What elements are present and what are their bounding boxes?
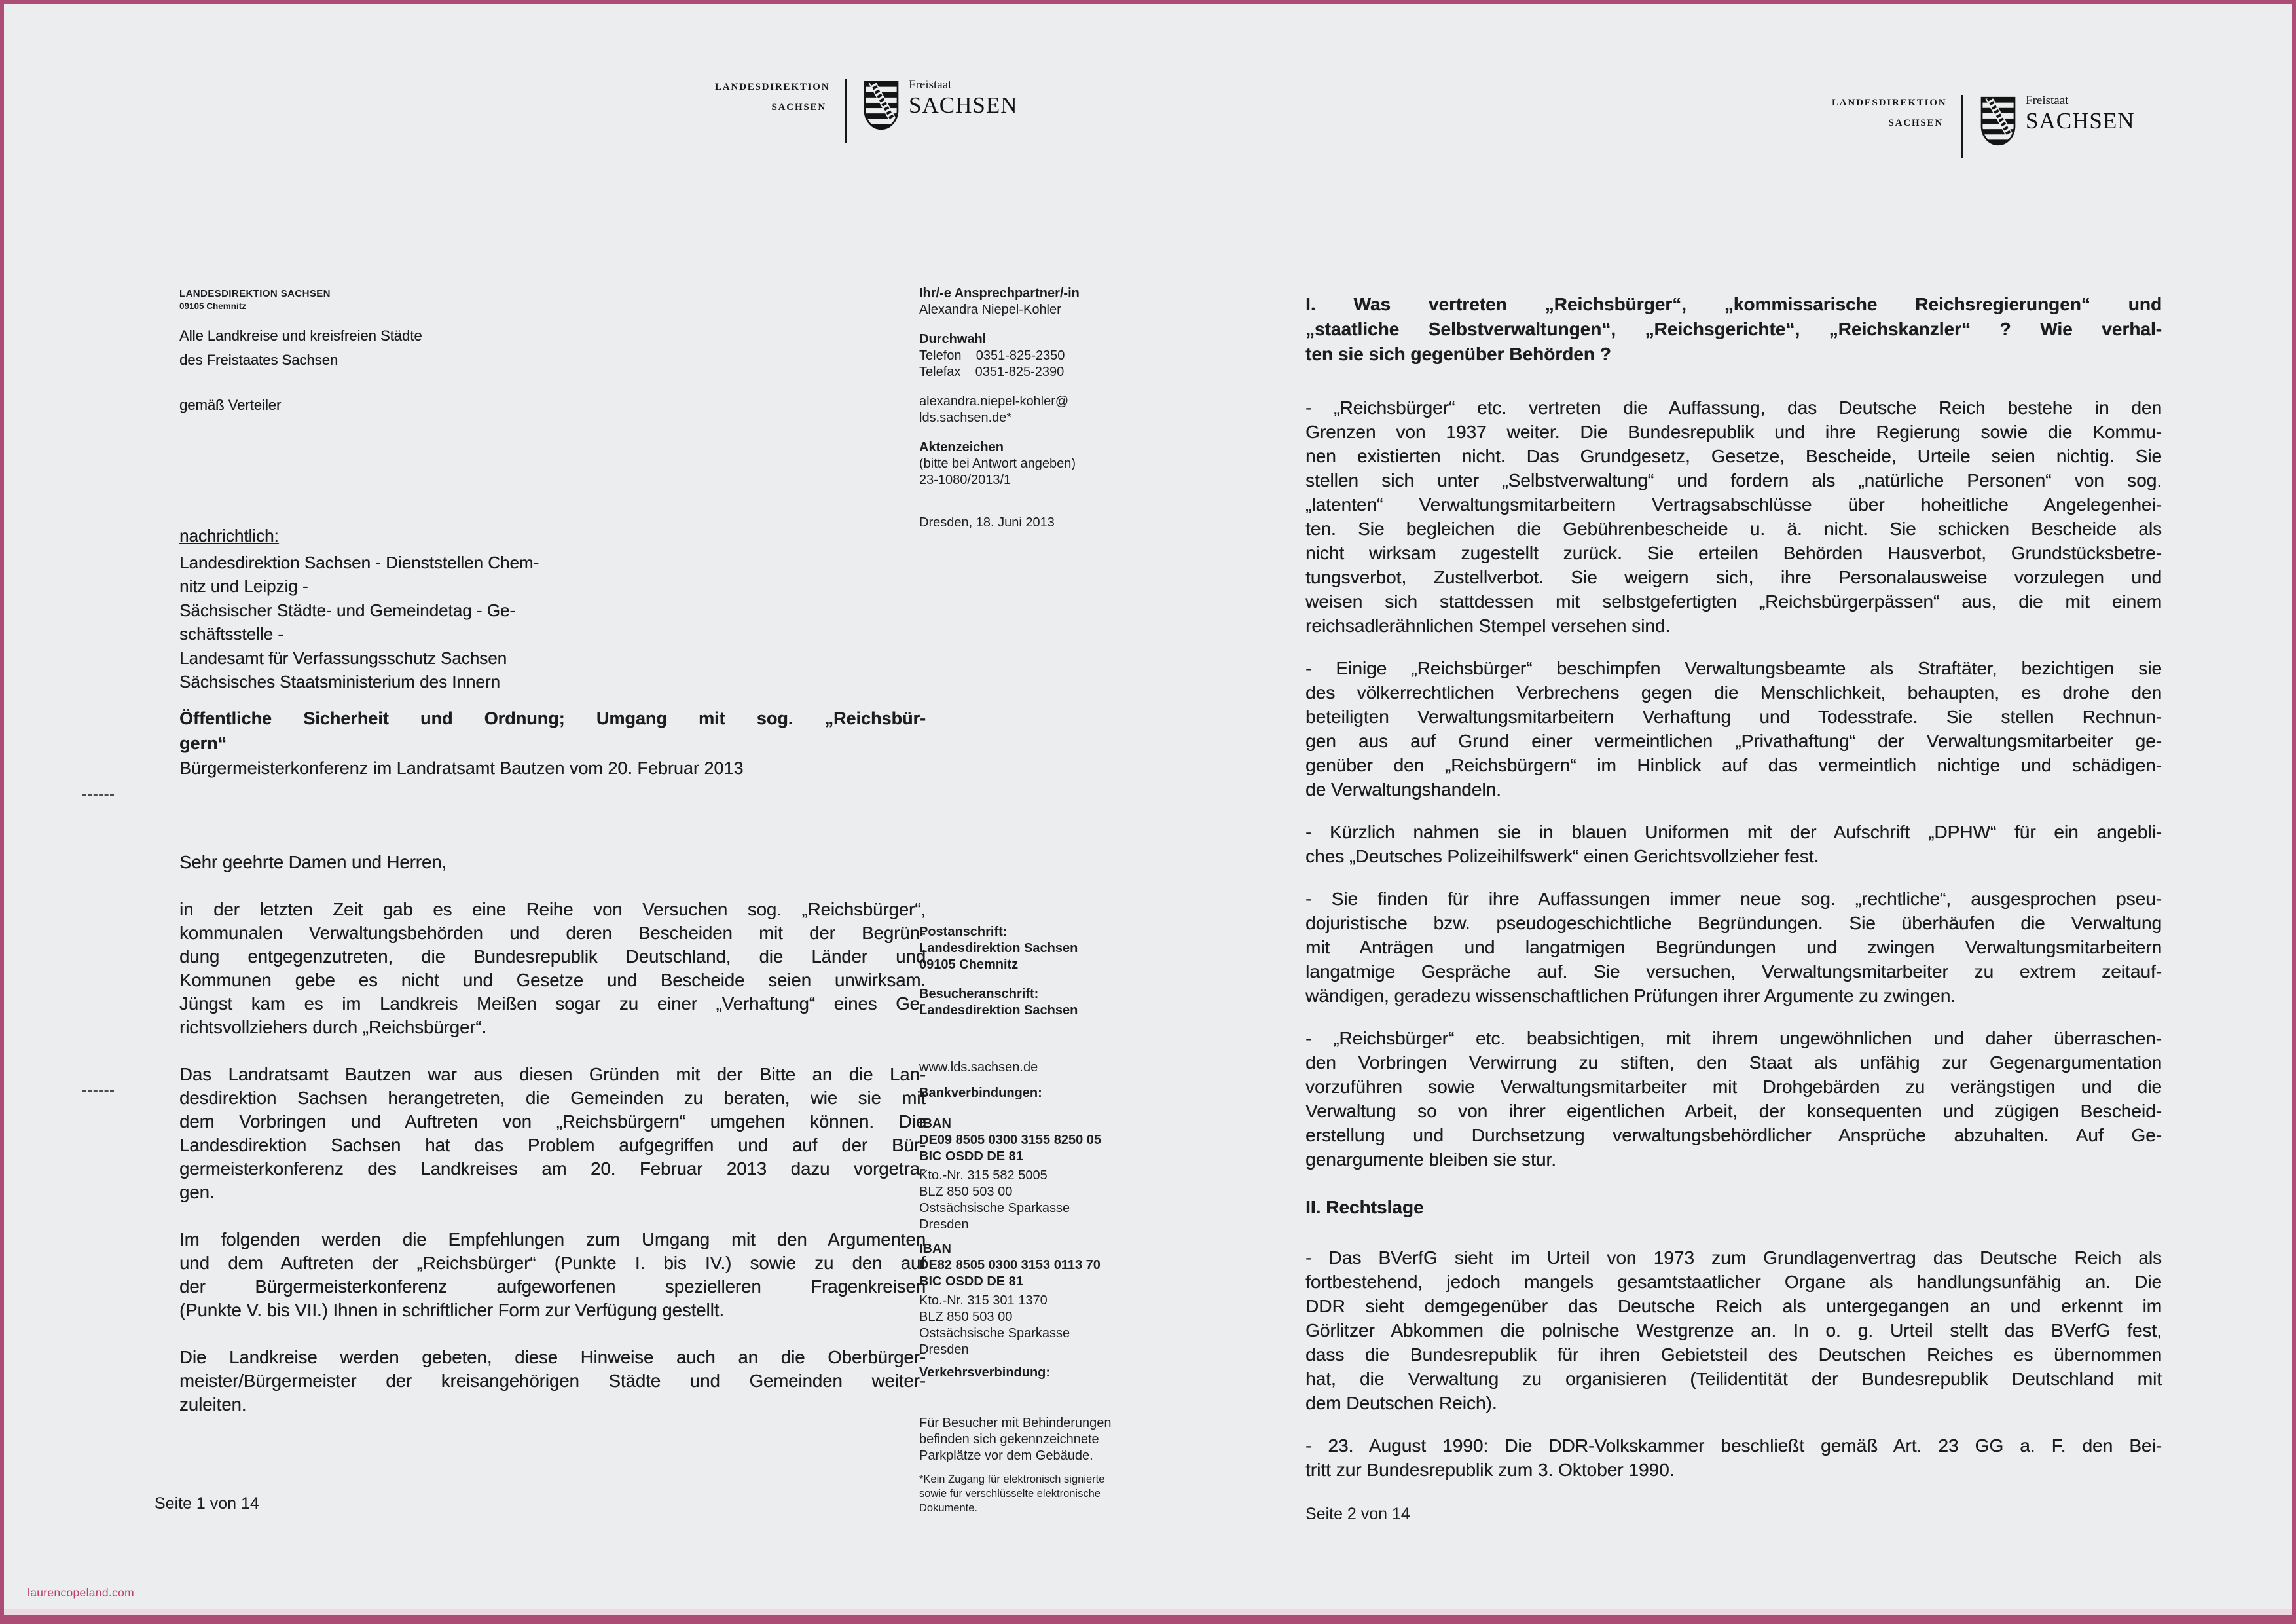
info-line: DE09 8505 0300 3155 8250 05 — [919, 1133, 1102, 1147]
org-line1: LANDESDIREKTION — [1832, 98, 1947, 108]
text-line: tritt zur Bundesrepublik zum 3. Oktober 1990. — [1305, 1460, 1675, 1480]
text-line: Landesamt für Verfassungsschutz Sachsen — [179, 648, 507, 668]
sender-return-address — [179, 287, 331, 312]
sender-org: LANDESDIREKTION SACHSEN — [179, 288, 331, 299]
text-line: I. Was vertreten „Reichsbürger“, „kommissarische Reichsregierungen“ und — [1305, 294, 2162, 314]
info-line: Postanschrift: — [919, 925, 1008, 939]
text-line: „latenten“ Verwaltungsmitarbeitern Vertragsabschlüsse über hoheitliche Angelegenhei- — [1305, 494, 2162, 515]
info-line: Für Besucher mit Behinderungen — [919, 1416, 1112, 1430]
sender-city: 09105 Chemnitz — [179, 301, 247, 311]
info-line: Telefax 0351-825-2390 — [919, 365, 1065, 379]
text-line: dass die Bundesrepublik für ihren Gebietsteil des Deutschen Reiches es übernommen — [1305, 1344, 2162, 1365]
info-line: Dresden — [919, 1217, 969, 1232]
text-line: dem Deutschen Reich). — [1305, 1393, 1497, 1413]
paragraph — [1305, 887, 2162, 1008]
state-large-label: SACHSEN — [909, 92, 1018, 118]
paragraph — [179, 898, 926, 1039]
text-line: vorzuführen sowie Verwaltungsmitarbeiter mit Drohgebärden zu verängstigen und die — [1305, 1077, 2162, 1097]
text-line: des Freistaates Sachsen — [179, 352, 338, 368]
paragraph — [1305, 1026, 2162, 1172]
info-block-fussnote — [919, 1472, 1145, 1515]
info-block-ansprechpartner — [919, 286, 1145, 318]
info-line: *Kein Zugang für elektronisch signierte — [919, 1473, 1105, 1485]
text-line: gern“ — [179, 733, 227, 753]
text-line: kommunalen Verwaltungsbehörden und deren Bescheiden mit der Begrün- — [179, 923, 926, 943]
paragraph — [1305, 656, 2162, 802]
info-line: IBAN — [919, 1116, 951, 1131]
text-line: beteiligten Verwaltungsmitarbeitern Verhaftung und Todesstrafe. Sie stellen Rechnun- — [1305, 707, 2162, 727]
subject-bold — [179, 706, 926, 756]
info-line: Telefon 0351-825-2350 — [919, 348, 1065, 363]
text-line: fortbestehend, jedoch mangels gesamtstaatlicher Organe als handlungsunfähig an. Die — [1305, 1272, 2162, 1292]
text-line: zuleiten. — [179, 1394, 247, 1414]
text-line: gen aus auf Grund einer vermeintlichen „Privathaftung“ der Verwaltungsmitarbeiter ge- — [1305, 731, 2162, 751]
paragraph — [1305, 820, 2162, 868]
info-line: Aktenzeichen — [919, 440, 1004, 454]
info-line: Dokumente. — [919, 1502, 977, 1514]
scan-edge-strip — [4, 1609, 2292, 1615]
text-line: Im folgenden werden die Empfehlungen zum Umgang mit den Argumenten — [179, 1229, 926, 1249]
info-block-konto2 — [919, 1293, 1145, 1358]
text-line: Die Landkreise werden gebeten, diese Hinweise auch an die Oberbürger- — [179, 1347, 926, 1367]
page2-body — [1305, 292, 2162, 1482]
page1-body — [179, 851, 926, 1416]
info-line: 09105 Chemnitz — [919, 957, 1019, 972]
text-line: „staatliche Selbstverwaltungen“, „Reichsgerichte“, „Reichskanzler“ ? Wie verhal- — [1305, 319, 2162, 339]
info-line: Ostsächsische Sparkasse — [919, 1326, 1070, 1340]
text-line: Kommunen gebe es nicht und Gesetze und Bescheide seien unwirksam. — [179, 970, 926, 990]
paragraph — [179, 1063, 926, 1204]
info-block-besucher-hinweis — [919, 1415, 1145, 1464]
fold-mark — [82, 1090, 114, 1092]
info-line: befinden sich gekennzeichnete — [919, 1432, 1099, 1447]
text-line: Grenzen von 1937 weiter. Die Bundesrepublik und ihre Regierung sowie die Kommu- — [1305, 422, 2162, 442]
recipient-address — [179, 323, 422, 372]
text-line: den Vorbringen Verwirrung zu stiften, den Staat als unfähig zur Gegenargumentation — [1305, 1052, 2162, 1073]
info-block-konto1 — [919, 1168, 1145, 1233]
paragraph — [179, 1346, 926, 1416]
text-line: Landesdirektion Sachsen - Dienststellen Chem- — [179, 552, 539, 572]
text-line: der Bürgermeisterkonferenz aufgeworfenen spezielleren Fragenkreisen — [179, 1276, 926, 1297]
info-block-iban1 — [919, 1116, 1145, 1165]
text-line: mit Anträgen und langatmigen Begründungen und zwingen Verwaltungsmitarbeitern — [1305, 937, 2162, 957]
text-line: meister/Bürgermeister der kreisangehörigen Städte und Gemeinden weiter- — [179, 1371, 926, 1391]
info-line: Kto.-Nr. 315 582 5005 — [919, 1168, 1048, 1183]
info-line: www.lds.sachsen.de — [919, 1060, 1038, 1075]
org-line2: SACHSEN — [771, 102, 826, 113]
text-line: ten sie sich gegenüber Behörden ? — [1305, 344, 1611, 364]
text-line: - Sie finden für ihre Auffassungen immer neue sog. „rechtliche“, ausgesprochen pseu- — [1305, 889, 2162, 909]
text-line: Landesdirektion Sachsen hat das Problem aufgegriffen und auf der Bür- — [179, 1135, 926, 1155]
info-line: Durchwahl — [919, 332, 987, 346]
letterhead-divider — [1961, 95, 1963, 158]
page2-footer: Seite 2 von 14 — [1305, 1505, 1410, 1523]
text-line: reichsadlerähnlichen Stempel versehen sind. — [1305, 616, 1671, 636]
info-block-durchwahl — [919, 331, 1145, 380]
letterhead-divider — [845, 79, 847, 143]
text-line: nitz und Leipzig - — [179, 576, 308, 596]
fold-mark — [82, 794, 114, 796]
text-line: de Verwaltungshandeln. — [1305, 779, 1501, 800]
info-line: alexandra.niepel-kohler@ — [919, 394, 1069, 409]
info-line: BIC OSDD DE 81 — [919, 1149, 1023, 1164]
org-wordmark — [1832, 93, 1947, 134]
info-line: BLZ 850 503 00 — [919, 1310, 1013, 1324]
info-block-email — [919, 394, 1145, 426]
info-line: Besucheranschrift: — [919, 987, 1039, 1001]
text-line: - 23. August 1990: Die DDR-Volkskammer beschließt gemäß Art. 23 GG a. F. den Bei- — [1305, 1435, 2162, 1456]
text-line: - Kürzlich nahmen sie in blauen Uniformen mit der Aufschrift „DPHW“ für ein angebli- — [1305, 822, 2162, 842]
text-line: DDR sieht demgegenüber das Deutsche Reich als untergegangen an und erkennt im — [1305, 1296, 2162, 1316]
text-line: Jüngst kam es im Landkreis Meißen sogar zu einer „Verhaftung“ eines Ge- — [179, 993, 926, 1014]
paragraph — [179, 1228, 926, 1322]
text-line: gen. — [179, 1182, 215, 1202]
text-line: genargumente bleiben sie stur. — [1305, 1149, 1556, 1170]
info-block-web — [919, 1060, 1145, 1076]
info-line: 23-1080/2013/1 — [919, 473, 1011, 487]
page1-paragraphs — [179, 898, 926, 1416]
text-line: - Das BVerfG sieht im Urteil von 1973 zum Grundlagenvertrag das Deutsche Reich als — [1305, 1247, 2162, 1268]
state-wordmark — [909, 77, 1017, 118]
info-line: Bankverbindungen: — [919, 1086, 1042, 1100]
text-line: (Punkte V. bis VII.) Ihnen in schriftlicher Form zur Verfügung gestellt. — [179, 1300, 725, 1320]
page2-paragraphs-2 — [1305, 1246, 2162, 1482]
cc-label: nachrichtlich: — [179, 526, 279, 545]
paragraph — [1305, 396, 2162, 638]
text-line: Alle Landkreise und kreisfreien Städte — [179, 327, 422, 344]
text-line: dojuristische bzw. pseudogeschichtliche Begründungen. Sie überhäufen die Verwaltung — [1305, 913, 2162, 933]
info-block-bankverbindungen — [919, 1085, 1145, 1101]
page1-footer: Seite 1 von 14 — [155, 1494, 259, 1513]
text-line: - „Reichsbürger“ etc. beabsichtigen, mit ihrem ungewöhnlichen und daher überraschen- — [1305, 1028, 2162, 1048]
info-line: (bitte bei Antwort angeben) — [919, 456, 1076, 471]
text-line: genüber den „Reichsbürgern“ im Hinblick auf das vermeintlich nichtige und schädigen- — [1305, 755, 2162, 775]
info-line: lds.sachsen.de* — [919, 411, 1012, 425]
text-line: nen existierten nicht. Das Grundgesetz, Gesetze, Bescheide, Urteile seien nichtig. Sie — [1305, 446, 2162, 466]
info-line: Ostsächsische Sparkasse — [919, 1201, 1070, 1215]
text-line: - „Reichsbürger“ etc. vertreten die Auffassung, das Deutsche Reich bestehe in den — [1305, 397, 2162, 418]
text-line: weisen sich stattdessen mit selbstgefertigten „Reichsbürgerpässen“ aus, die mit einem — [1305, 591, 2162, 612]
paragraph — [1305, 1246, 2162, 1415]
paragraph — [1305, 1433, 2162, 1482]
org-line2: SACHSEN — [1888, 118, 1943, 128]
org-wordmark — [715, 77, 830, 118]
state-small-label: Freistaat — [909, 78, 952, 92]
text-line: Görlitzer Abkommen die polnische Westgrenze an. In o. g. Urteil stellt das BVerfG fest, — [1305, 1320, 2162, 1340]
text-line: ches „Deutsches Polizeihilfswerk“ einen Gerichtsvollzieher fest. — [1305, 846, 1819, 866]
text-line: Öffentliche Sicherheit und Ordnung; Umgang mit sog. „Reichsbür- — [179, 709, 926, 728]
text-line: hat, die Verwaltung zu organisieren (Teilidentität der Bundesrepublik Deutschland mit — [1305, 1369, 2162, 1389]
letterhead-page2 — [1832, 93, 2134, 158]
info-line: Parkplätze vor dem Gebäude. — [919, 1449, 1093, 1463]
info-line: Ihr/-e Ansprechpartner/-in — [919, 286, 1080, 301]
text-line: desdirektion Sachsen herangetreten, die Gemeinden zu beraten, wie sie mit — [179, 1088, 926, 1108]
info-line: Dresden, 18. Juni 2013 — [919, 515, 1055, 530]
text-line: dung entgegenzutreten, die Bundesrepublik Deutschland, die Länder und — [179, 946, 926, 967]
info-line: Dresden — [919, 1342, 969, 1357]
info-line: BLZ 850 503 00 — [919, 1185, 1013, 1199]
text-line: ten. Sie begleichen die Gebührenbescheide u. ä. nicht. Sie schicken Bescheide als — [1305, 519, 2162, 539]
text-line: - Einige „Reichsbürger“ beschimpfen Verwaltungsbeamte als Straftäter, bezichtigen sie — [1305, 658, 2162, 678]
section2-heading: II. Rechtslage — [1305, 1197, 1424, 1217]
distribution-note: gemäß Verteiler — [179, 397, 282, 413]
info-line: Kto.-Nr. 315 301 1370 — [919, 1293, 1048, 1308]
info-line: BIC OSDD DE 81 — [919, 1274, 1023, 1289]
text-line: langatmige Gespräche auf. Sie versuchen, Verwaltungsmitarbeiter zu extrem zeitauf- — [1305, 961, 2162, 982]
info-block-datum — [919, 515, 1145, 531]
org-line1: LANDESDIREKTION — [715, 82, 830, 92]
text-line: stellen sich unter „Selbstverwaltung“ und fordern als „natürliche Personen“ von sog. — [1305, 470, 2162, 490]
cc-block — [179, 524, 926, 694]
text-line: Sächsischer Städte- und Gemeindetag - Ge- — [179, 600, 516, 620]
letterhead-page1 — [715, 77, 1017, 143]
text-line: in der letzten Zeit gab es eine Reihe von Versuchen sog. „Reichsbürger“, — [179, 899, 926, 919]
section1-heading — [1305, 292, 2162, 367]
info-block-besucheranschrift — [919, 986, 1145, 1019]
info-line: Landesdirektion Sachsen — [919, 941, 1078, 955]
info-line: Verkehrsverbindung: — [919, 1365, 1051, 1380]
text-line: erstellung und Durchsetzung verwaltungsbehördlicher Ansprüche abzuhalten. Auf Ge- — [1305, 1125, 2162, 1145]
salutation: Sehr geehrte Damen und Herren, — [179, 852, 447, 872]
info-block-postanschrift — [919, 924, 1145, 973]
subject-block — [179, 706, 926, 781]
text-line: germeisterkonferenz des Landkreises am 20. Februar 2013 dazu vorgetra- — [179, 1158, 926, 1179]
state-small-label: Freistaat — [2026, 94, 2069, 107]
text-line: wändigen, geradezu wissenschaftlichen Prüfungen ihrer Argumente zu zwingen. — [1305, 986, 1956, 1006]
info-line: DE82 8505 0300 3153 0113 70 — [919, 1258, 1101, 1272]
text-line: Verwaltung so von ihrer eigentlichen Arbeit, der konsequenten und zügigen Bescheid- — [1305, 1101, 2162, 1121]
text-line: nicht wirksam zugestellt zurück. Sie erteilen Behörden Hausverbot, Grundstücksbetre- — [1305, 543, 2162, 563]
text-line: des völkerrechtlichen Verbrechens gegen die Menschlichkeit, behaupten, es drohe den — [1305, 682, 2162, 703]
text-line: tungsverbot, Zustellverbot. Sie weigern sich, ihre Personalausweise vorzulegen und — [1305, 567, 2162, 587]
info-block-iban2 — [919, 1241, 1145, 1290]
info-block-aktenzeichen — [919, 439, 1145, 489]
text-line: und dem Auftreten der „Reichsbürger“ (Punkte I. bis IV.) sowie zu den auf — [179, 1253, 926, 1273]
subject-line3: Bürgermeisterkonferenz im Landratsamt Bautzen vom 20. Februar 2013 — [179, 758, 744, 778]
info-line: Landesdirektion Sachsen — [919, 1003, 1078, 1018]
state-wordmark — [2026, 93, 2134, 134]
page2-paragraphs-1 — [1305, 396, 2162, 1172]
info-block-verkehrsverbindung — [919, 1365, 1145, 1381]
saxony-coat-of-arms-icon — [1980, 96, 2016, 149]
state-large-label: SACHSEN — [2026, 108, 2135, 134]
info-line: IBAN — [919, 1242, 951, 1256]
saxony-coat-of-arms-icon — [864, 81, 899, 134]
contact-info-column — [919, 286, 1145, 531]
info-line: sowie für verschlüsselte elektronische — [919, 1488, 1101, 1500]
watermark-link[interactable]: laurencopeland.com — [27, 1586, 135, 1599]
office-info-column — [919, 924, 1145, 1528]
text-line: dem Vorbringen und Auftreten von „Reichsbürgern“ umgehen können. Die — [179, 1111, 926, 1132]
text-line: schäftsstelle - — [179, 624, 283, 644]
text-line: richtsvollziehers durch „Reichsbürger“. — [179, 1017, 487, 1037]
cc-list — [179, 551, 926, 694]
text-line: Das Landratsamt Bautzen war aus diesen Gründen mit der Bitte an die Lan- — [179, 1064, 926, 1084]
info-line: Alexandra Niepel-Kohler — [919, 303, 1061, 317]
text-line: Sächsisches Staatsministerium des Innern — [179, 672, 500, 692]
